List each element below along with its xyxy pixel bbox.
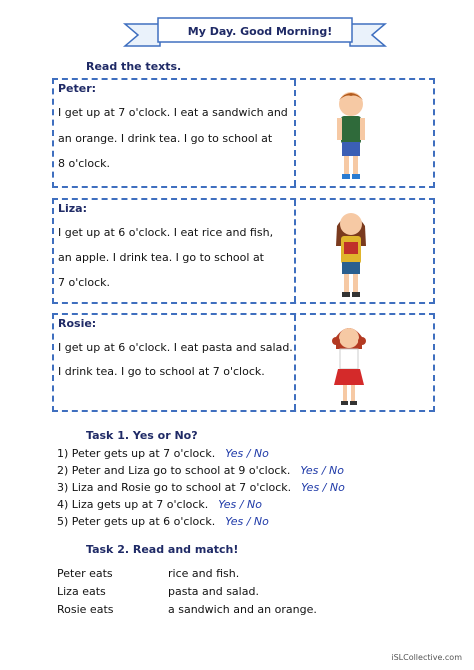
- yes-no-choice[interactable]: Yes / No: [225, 515, 269, 528]
- text-line: an orange. I drink tea. I go to school at: [58, 132, 273, 145]
- task1-item: [57, 464, 344, 477]
- task2-heading: Task 2. Read and match!: [86, 543, 239, 556]
- card-rosie: [52, 313, 435, 412]
- girl-figure: [326, 206, 376, 302]
- task1-item: [57, 515, 269, 528]
- question-text: 4) Liza gets up at 7 o'clock.: [57, 498, 209, 511]
- yes-no-choice[interactable]: Yes / No: [301, 481, 345, 494]
- card-name: Rosie:: [58, 317, 97, 330]
- boy-figure: [326, 86, 376, 184]
- card-peter: [52, 78, 435, 188]
- text-line: 8 o'clock.: [58, 157, 110, 170]
- match-left-item[interactable]: Rosie eats: [57, 603, 114, 616]
- text-line: I get up at 6 o'clock. I eat pasta and salad.: [58, 341, 293, 354]
- match-right-item[interactable]: a sandwich and an orange.: [168, 603, 317, 616]
- task1-item: [57, 447, 269, 460]
- text-line: I drink tea. I go to school at 7 o'clock.: [58, 365, 265, 378]
- card-name: Peter:: [58, 82, 97, 95]
- footer-watermark: iSLCollective.com: [391, 653, 462, 662]
- question-text: 2) Peter and Liza go to school at 9 o'clock.: [57, 464, 291, 477]
- yes-no-choice[interactable]: Yes / No: [300, 464, 345, 477]
- match-right-item[interactable]: rice and fish.: [168, 567, 240, 580]
- yes-no-choice[interactable]: Yes / No: [225, 447, 269, 460]
- match-left-item[interactable]: Peter eats: [57, 567, 113, 580]
- girl-figure: [324, 319, 374, 409]
- match-right-item[interactable]: pasta and salad.: [168, 585, 259, 598]
- task1-item: [57, 498, 262, 511]
- page-title: My Day. Good Morning!: [187, 25, 333, 38]
- task1-item: [57, 481, 345, 494]
- question-text: 3) Liza and Rosie go to school at 7 o'clock.: [57, 481, 292, 494]
- instruction: Read the texts.: [86, 60, 182, 73]
- task1-heading: Task 1. Yes or No?: [86, 429, 198, 442]
- text-line: I get up at 6 o'clock. I eat rice and fish,: [58, 226, 274, 239]
- question-text: 5) Peter gets up at 6 o'clock.: [57, 515, 216, 528]
- text-line: I get up at 7 o'clock. I eat a sandwich and: [58, 106, 288, 119]
- text-line: 7 o'clock.: [58, 276, 110, 289]
- card-liza: [52, 198, 435, 304]
- yes-no-choice[interactable]: Yes / No: [218, 498, 262, 511]
- match-left-item[interactable]: Liza eats: [57, 585, 106, 598]
- text-line: an apple. I drink tea. I go to school at: [58, 251, 264, 264]
- card-name: Liza:: [58, 202, 88, 215]
- question-text: 1) Peter gets up at 7 o'clock.: [57, 447, 216, 460]
